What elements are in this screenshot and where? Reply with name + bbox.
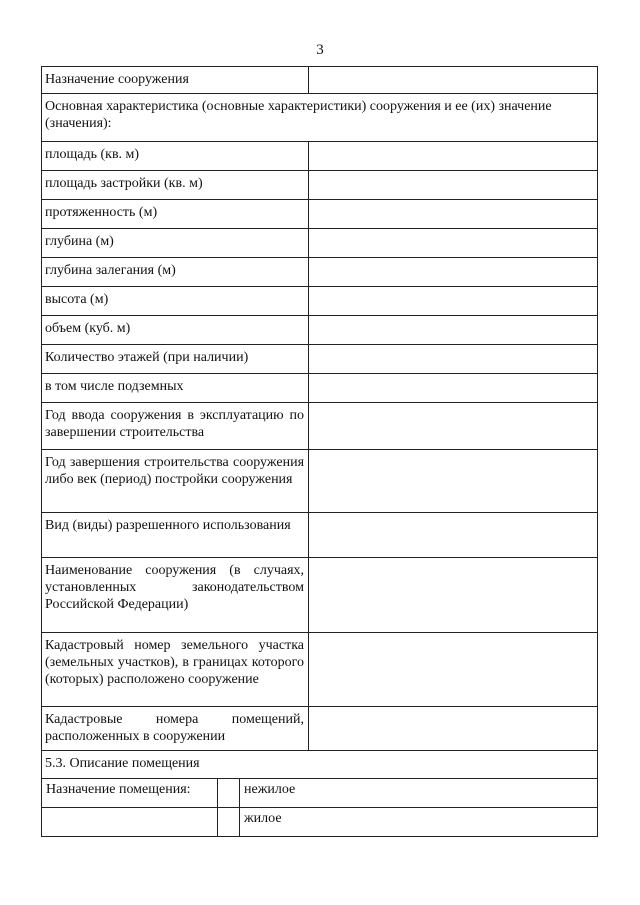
table-row	[42, 258, 598, 287]
characteristics-header: Основная характеристика (основные характеристики) сооружения и ее (их) значение (значения):	[42, 94, 598, 142]
table-row	[42, 403, 598, 450]
field-value-built-area[interactable]	[309, 171, 598, 200]
table-row	[42, 779, 598, 808]
field-label-completion-year: Год завершения строительства сооружения либо век (период) постройки сооружения	[42, 450, 309, 513]
field-label-underground-floors: в том числе подземных	[42, 374, 309, 403]
non-residential-checkbox[interactable]	[218, 779, 240, 808]
field-label-permitted-use: Вид (виды) разрешенного использования	[42, 513, 309, 558]
field-label-volume: объем (куб. м)	[42, 316, 309, 345]
field-value-area[interactable]	[309, 142, 598, 171]
table-row	[42, 707, 598, 751]
field-value-permitted-use[interactable]	[309, 513, 598, 558]
table-row	[42, 229, 598, 258]
field-label-floors: Количество этажей (при наличии)	[42, 345, 309, 374]
table-row	[42, 200, 598, 229]
table-row	[42, 558, 598, 633]
table-row	[42, 374, 598, 403]
table-row	[42, 513, 598, 558]
field-value-depth[interactable]	[309, 229, 598, 258]
field-value-floors[interactable]	[309, 345, 598, 374]
field-value-land-cadastral-number[interactable]	[309, 633, 598, 707]
field-label-land-cadastral-number: Кадастровый номер земельного участка (земельных участков), в границах которого (которых) расположено сооружение	[42, 633, 309, 707]
field-value-commissioning-year[interactable]	[309, 403, 598, 450]
field-value-completion-year[interactable]	[309, 450, 598, 513]
field-value-structure-name[interactable]	[309, 558, 598, 633]
field-label-structure-name: Наименование сооружения (в случаях, установленных законодательством Российской Федерации)	[42, 558, 309, 633]
table-row	[42, 633, 598, 707]
field-value-height[interactable]	[309, 287, 598, 316]
table-row	[42, 287, 598, 316]
field-label-purpose: Назначение сооружения	[42, 67, 309, 94]
field-label-area: площадь (кв. м)	[42, 142, 309, 171]
table-row	[42, 751, 598, 779]
field-label-length: протяженность (м)	[42, 200, 309, 229]
table-row	[42, 345, 598, 374]
option-residential: жилое	[240, 808, 598, 837]
field-label-depth: глубина (м)	[42, 229, 309, 258]
table-row	[42, 316, 598, 345]
field-label-height: высота (м)	[42, 287, 309, 316]
table-row	[42, 808, 598, 837]
field-value-length[interactable]	[309, 200, 598, 229]
field-value-volume[interactable]	[309, 316, 598, 345]
field-label-bedding-depth: глубина залегания (м)	[42, 258, 309, 287]
table-row	[42, 171, 598, 200]
table-row	[42, 142, 598, 171]
table-row	[42, 94, 598, 142]
section-title: 5.3. Описание помещения	[42, 751, 598, 779]
structure-description-table	[41, 66, 598, 837]
field-value-premises-cadastral-numbers[interactable]	[309, 707, 598, 751]
field-label-built-area: площадь застройки (кв. м)	[42, 171, 309, 200]
table-row	[42, 67, 598, 94]
residential-checkbox[interactable]	[218, 808, 240, 837]
page-number: 3	[316, 42, 324, 58]
field-label-commissioning-year: Год ввода сооружения в эксплуатацию по завершении строительства	[42, 403, 309, 450]
empty-cell	[42, 808, 218, 837]
field-value-underground-floors[interactable]	[309, 374, 598, 403]
field-value-purpose[interactable]	[309, 67, 598, 94]
table-row	[42, 450, 598, 513]
premises-purpose-label: Назначение помещения:	[42, 779, 218, 808]
field-value-bedding-depth[interactable]	[309, 258, 598, 287]
field-label-premises-cadastral-numbers: Кадастровые номера помещений, расположенных в сооружении	[42, 707, 309, 751]
option-non-residential: нежилое	[240, 779, 598, 808]
